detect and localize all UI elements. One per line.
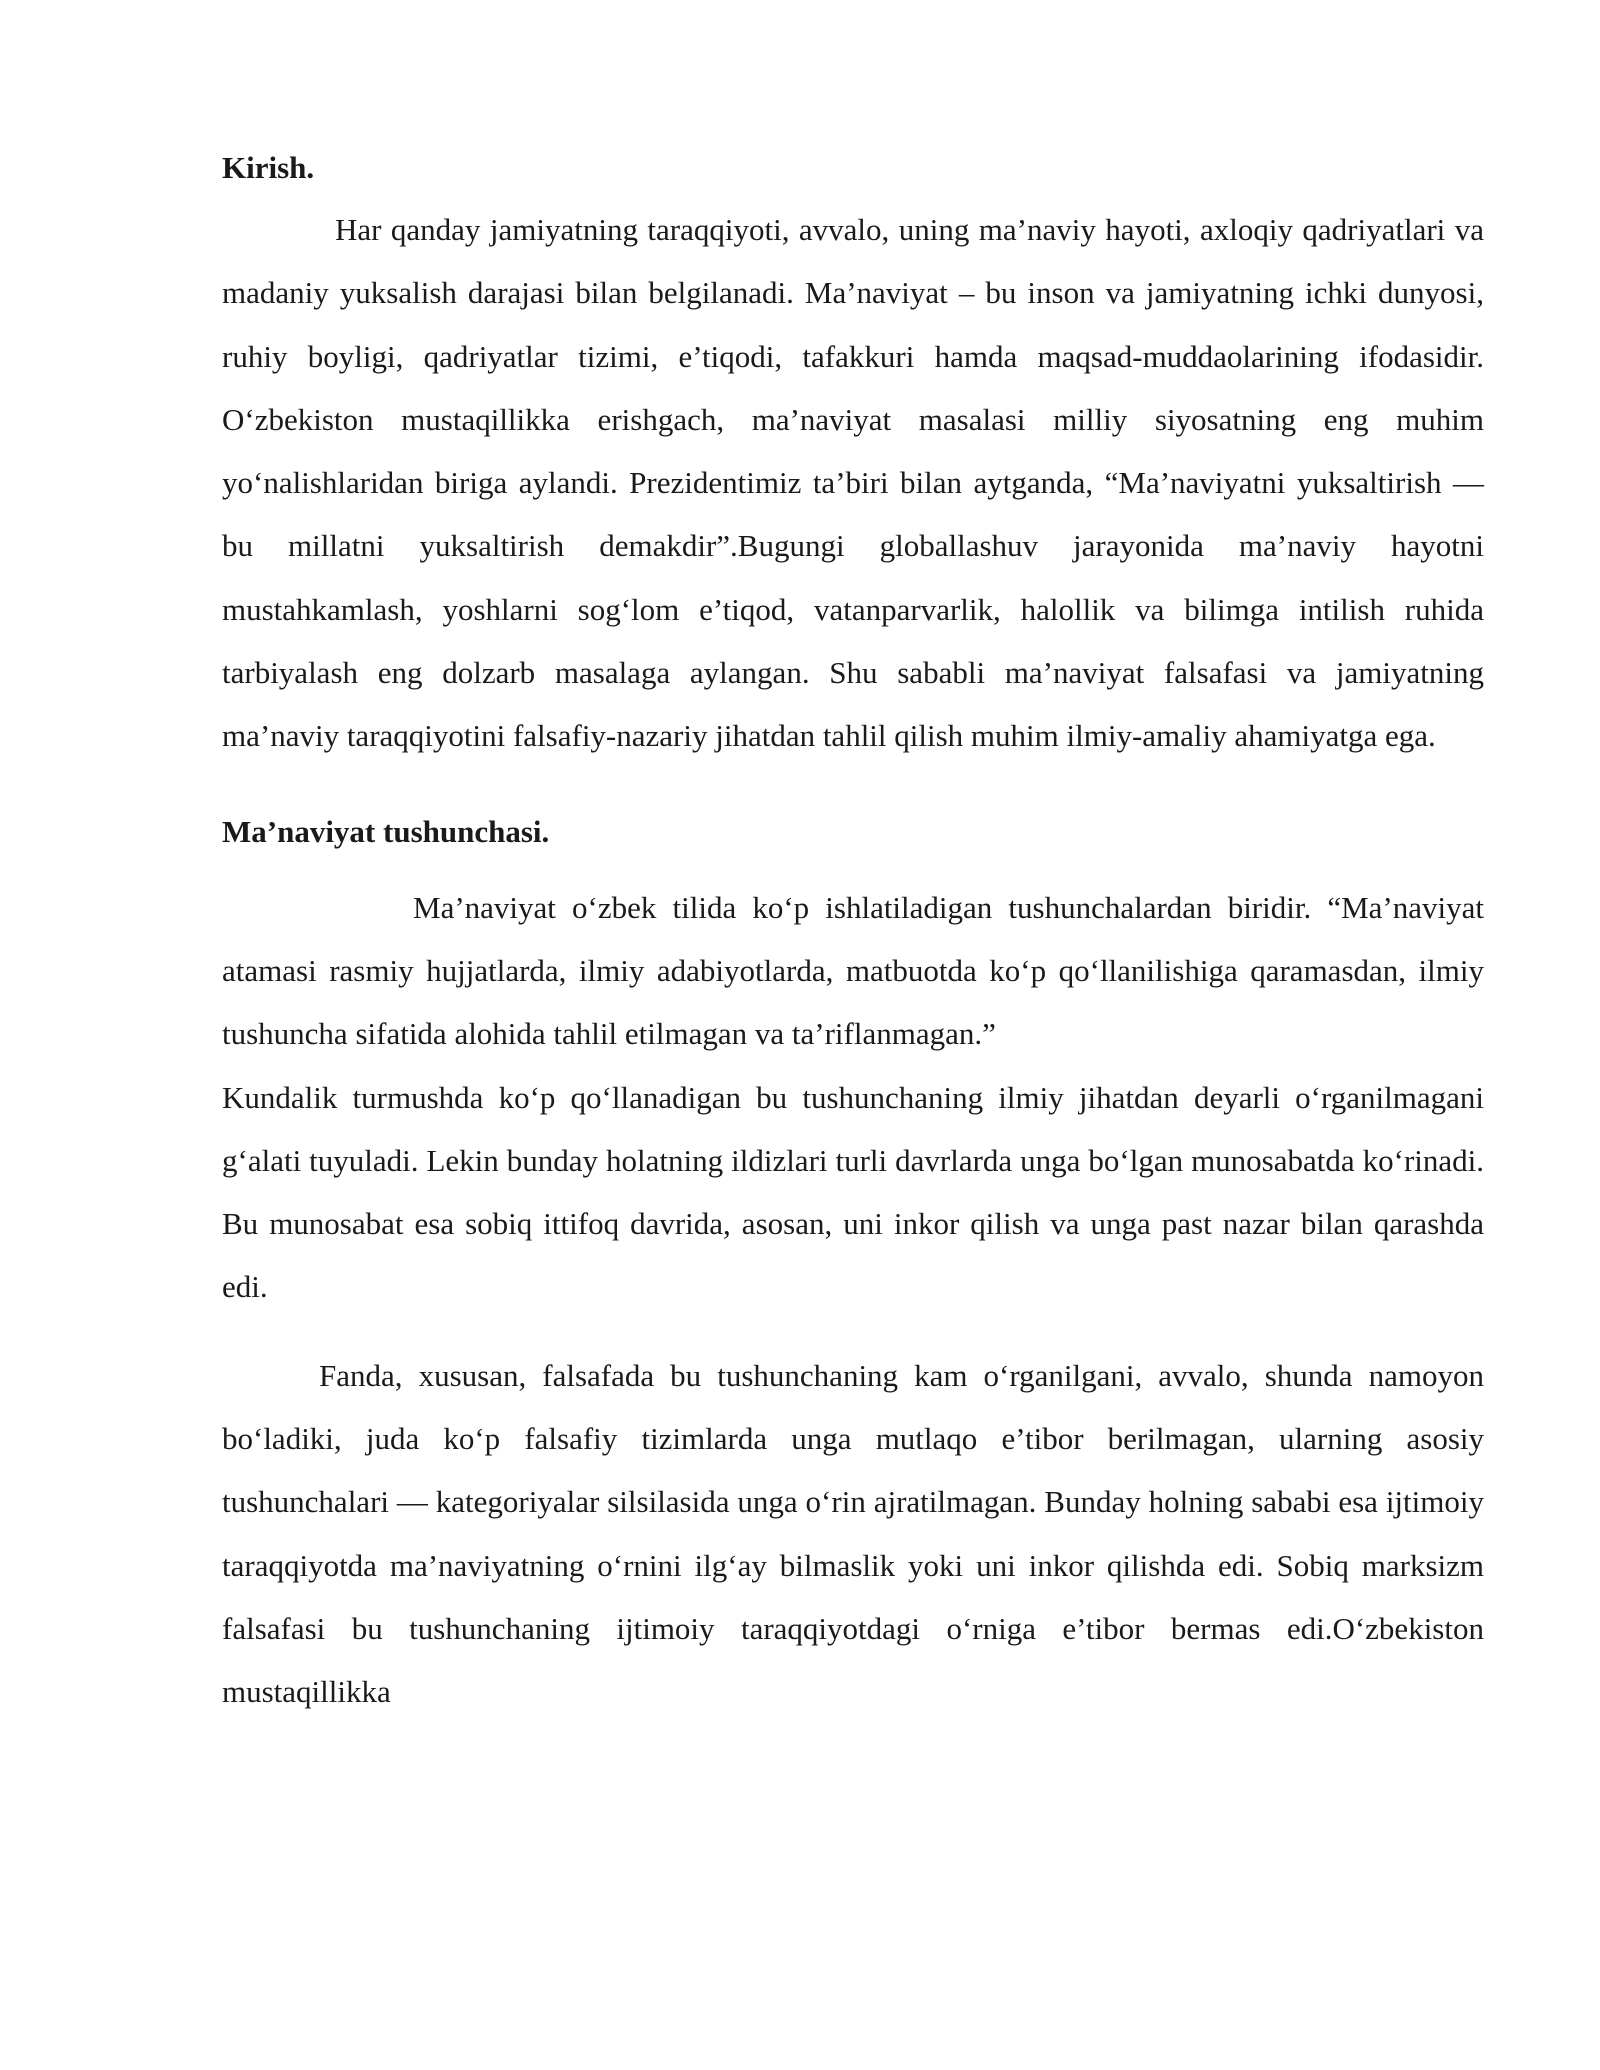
paragraph-concept-2: Kundalik turmushda ko‘p qo‘llanadigan bu tushunchaning ilmiy jihatdan deyarli o‘rganilmagani g‘alati tuyuladi. Lekin bunday holatning ildizlari turli davrlarda unga bo‘lgan munosabatda ko‘rinadi. Bu munosabat esa sobiq ittifoq davrida, asosan, uni inkor qilish va unga past nazar bilan qarashda edi. (222, 1079, 1484, 1305)
paragraph-intro: Har qanday jamiyatning taraqqiyoti, avvalo, uning ma’naviy hayoti, axloqiy qadriyatlari va madaniy yuksalish darajasi bilan belgilanadi. Ma’naviyat – bu inson va jamiyatning ichki dunyosi, ruhiy boyligi, qadriyatlar tizimi, e’tiqodi, tafakkuri hamda maqsad-muddaolarining ifodasidir. O‘zbekiston mustaqillikka erishgach, ma’naviyat masalasi milliy siyosatning eng muhim yo‘nalishlaridan biriga aylandi. Prezidentimiz ta’biri bilan aytganda, “Ma’naviyatni yuksaltirish — bu millatni yuksaltirish demakdir”.Bugungi globallashuv jarayonida ma’naviy hayotni mustahkamlash, yoshlarni sog‘lom e’tiqod, vatanparvarlik, halollik va bilimga intilish ruhida tarbiyalash eng dolzarb masalaga aylangan. Shu sababli ma’naviyat falsafasi va jamiyatning ma’naviy taraqqiyotini falsafiy-nazariy jihatdan tahlil qilish muhim ilmiy-amaliy ahamiyatga ega. (222, 212, 1484, 754)
section-heading-intro: Kirish. (222, 150, 315, 185)
paragraph-concept-1: Ma’naviyat o‘zbek tilida ko‘p ishlatiladigan tushunchalardan biridir. “Ma’naviyat atamasi rasmiy hujjatlarda, ilmiy adabiyotlarda, matbuotda ko‘p qo‘llanilishiga qaramasdan, ilmiy tushuncha sifatida alohida tahlil etilmagan va ta’riflanmagan.” (222, 889, 1484, 1052)
document-page (222, 148, 1484, 1724)
section-heading-concept: Ma’naviyat tushunchasi. (222, 813, 550, 849)
paragraph-concept-3: Fanda, xususan, falsafada bu tushunchaning kam o‘rganilgani, avvalo, shunda namoyon bo‘ladiki, juda ko‘p falsafiy tizimlarda unga mutlaqo e’tibor berilmagan, ularning asosiy tushunchalari — kategoriyalar silsilasida unga o‘rin ajratilmagan. Bunday holning sababi esa ijtimoiy taraqqiyotda ma’naviyatning o‘rnini ilg‘ay bilmaslik yoki uni inkor qilishda edi. Sobiq marksizm falsafasi bu tushunchaning ijtimoiy taraqqiyotdagi o‘rniga e’tibor bermas edi.O‘zbekiston mustaqillikka (222, 1357, 1484, 1710)
